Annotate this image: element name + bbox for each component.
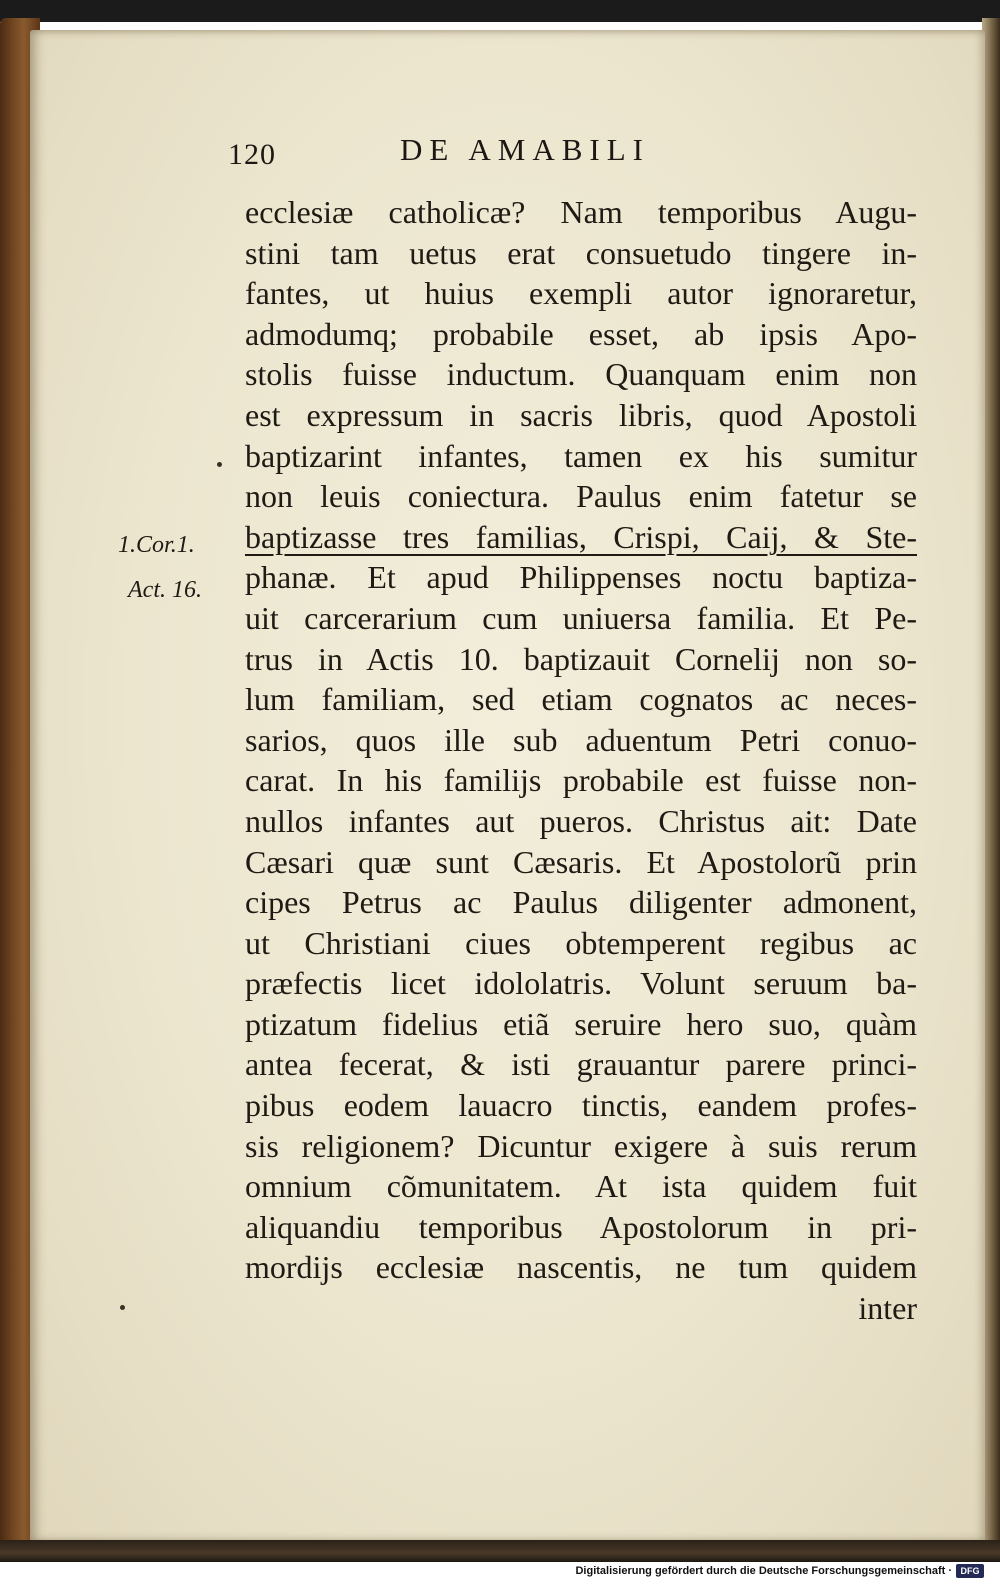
text-line: nullos infantes aut pueros. Christus ait: Date [245, 802, 917, 839]
book-bottom-edge [0, 1540, 1000, 1562]
text-line: mordijs ecclesiæ nascentis, ne tum quidem [245, 1249, 917, 1286]
text-line: præfectis licet idololatris. Volunt seruum ba- [245, 965, 917, 1002]
dfg-logo: DFG [956, 1564, 984, 1578]
text-line: fantes, ut huius exempli autor ignoraretur, [245, 275, 917, 312]
page-number: 120 [228, 138, 276, 171]
margin-note-act: Act. 16. [128, 577, 202, 603]
ink-speck [120, 1305, 125, 1310]
text-line: aliquandiu temporibus Apostolorum in pri- [245, 1208, 917, 1245]
text-line: cipes Petrus ac Paulus diligenter admonent, [245, 884, 917, 921]
text-line: est expressum in sacris libris, quod Apostoli [245, 396, 917, 433]
text-line: antea fecerat, & isti grauantur parere princi- [245, 1046, 917, 1083]
text-line: ptizatum fidelius etiã seruire hero suo, quàm [245, 1005, 917, 1042]
text-line: non leuis coniectura. Paulus enim fatetur se [245, 478, 917, 515]
digitization-credit: Digitalisierung gefördert durch die Deutsche Forschungsgemeinschaft · [575, 1565, 952, 1577]
text-line: omnium cõmunitatem. At ista quidem fuit [245, 1168, 917, 1205]
text-line: admodumq; probabile esset, ab ipsis Apo- [245, 315, 917, 352]
top-frame-bar [0, 0, 1000, 22]
text-line: sarios, quos ille sub aduentum Petri conuo- [245, 721, 917, 758]
text-line: sis religionem? Dicuntur exigere à suis rerum [245, 1127, 917, 1164]
text-line: phanæ. Et apud Philippenses noctu baptiza- [245, 559, 917, 596]
text-line: ut Christiani ciues obtemperent regibus ac [245, 924, 917, 961]
catchword: inter [858, 1290, 917, 1327]
text-line: Cæsari quæ sunt Cæsaris. Et Apostolorũ prin [245, 843, 917, 880]
text-line-underlined: baptizasse tres familias, Crispi, Caij, & Ste- [245, 518, 917, 555]
text-line: trus in Actis 10. baptizauit Cornelij non so- [245, 640, 917, 677]
ink-speck [217, 462, 222, 467]
text-line: pibus eodem lauacro tinctis, eandem profes- [245, 1087, 917, 1124]
text-line: carat. In his familijs probabile est fuisse non- [245, 762, 917, 799]
running-title: DE AMABILI [400, 132, 650, 167]
text-line: lum familiam, sed etiam cognatos ac neces- [245, 681, 917, 718]
body-text [245, 192, 917, 1329]
margin-note-cor: 1.Cor.1. [118, 532, 195, 558]
text-line: stini tam uetus erat consuetudo tingere in- [245, 234, 917, 271]
text-line: ecclesiæ catholicæ? Nam temporibus Augu- [245, 194, 917, 230]
text-line: stolis fuisse inductum. Quanquam enim non [245, 356, 917, 393]
page-header [228, 130, 728, 174]
text-line: baptizarint infantes, tamen ex his sumitur [245, 437, 917, 474]
text-line: uit carcerarium cum uniuersa familia. Et Pe- [245, 599, 917, 636]
